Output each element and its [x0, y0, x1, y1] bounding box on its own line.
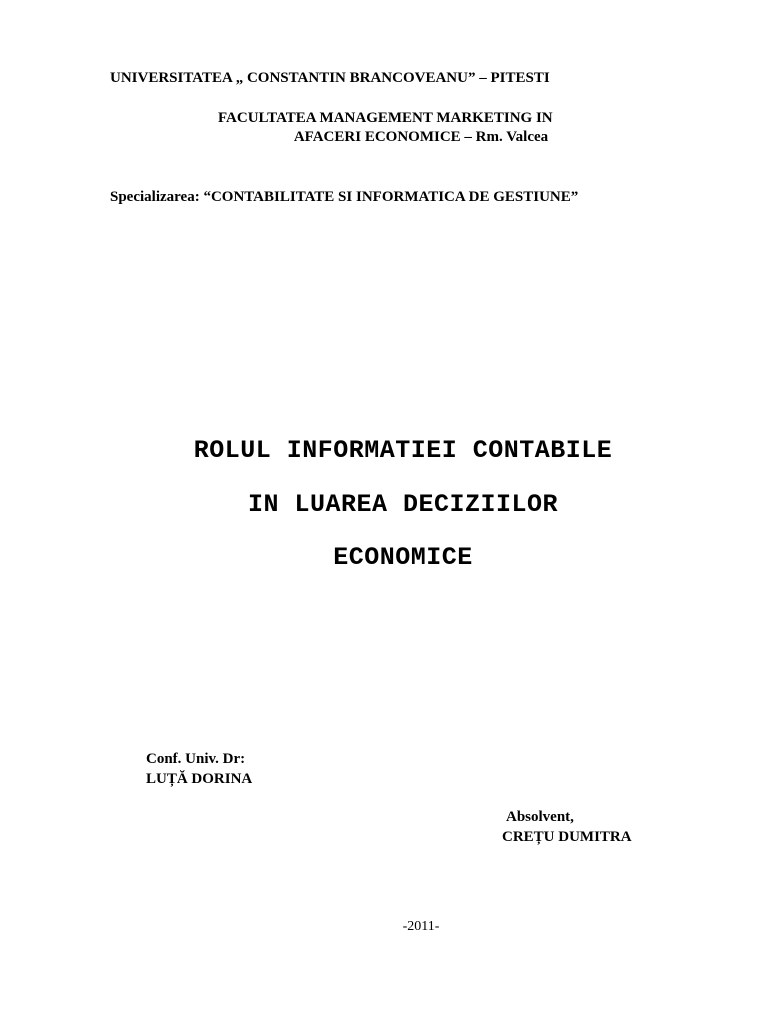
coordinator-title: Conf. Univ. Dr:	[146, 751, 246, 767]
graduate-title: Absolvent,	[506, 809, 574, 825]
university-name: UNIVERSITATEA „ CONSTANTIN BRANCOVEANU” – PITESTI	[110, 70, 550, 86]
specialization: Specializarea: “CONTABILITATE SI INFORMATICA DE GESTIUNE”	[110, 189, 579, 205]
thesis-title-line-2: IN LUAREA DECIZIILOR	[247, 490, 559, 519]
faculty-name-line-1: FACULTATEA MANAGEMENT MARKETING IN	[218, 110, 553, 126]
thesis-title-line-3: ECONOMICE	[333, 543, 473, 572]
faculty-name-line-2: AFACERI ECONOMICE – Rm. Valcea	[293, 129, 549, 145]
coordinator-name: LUȚĂ DORINA	[146, 771, 253, 787]
year: -2011-	[402, 919, 440, 934]
graduate-name: CREȚU DUMITRA	[502, 829, 632, 845]
thesis-title-line-1: ROLUL INFORMATIEI CONTABILE	[193, 436, 613, 465]
